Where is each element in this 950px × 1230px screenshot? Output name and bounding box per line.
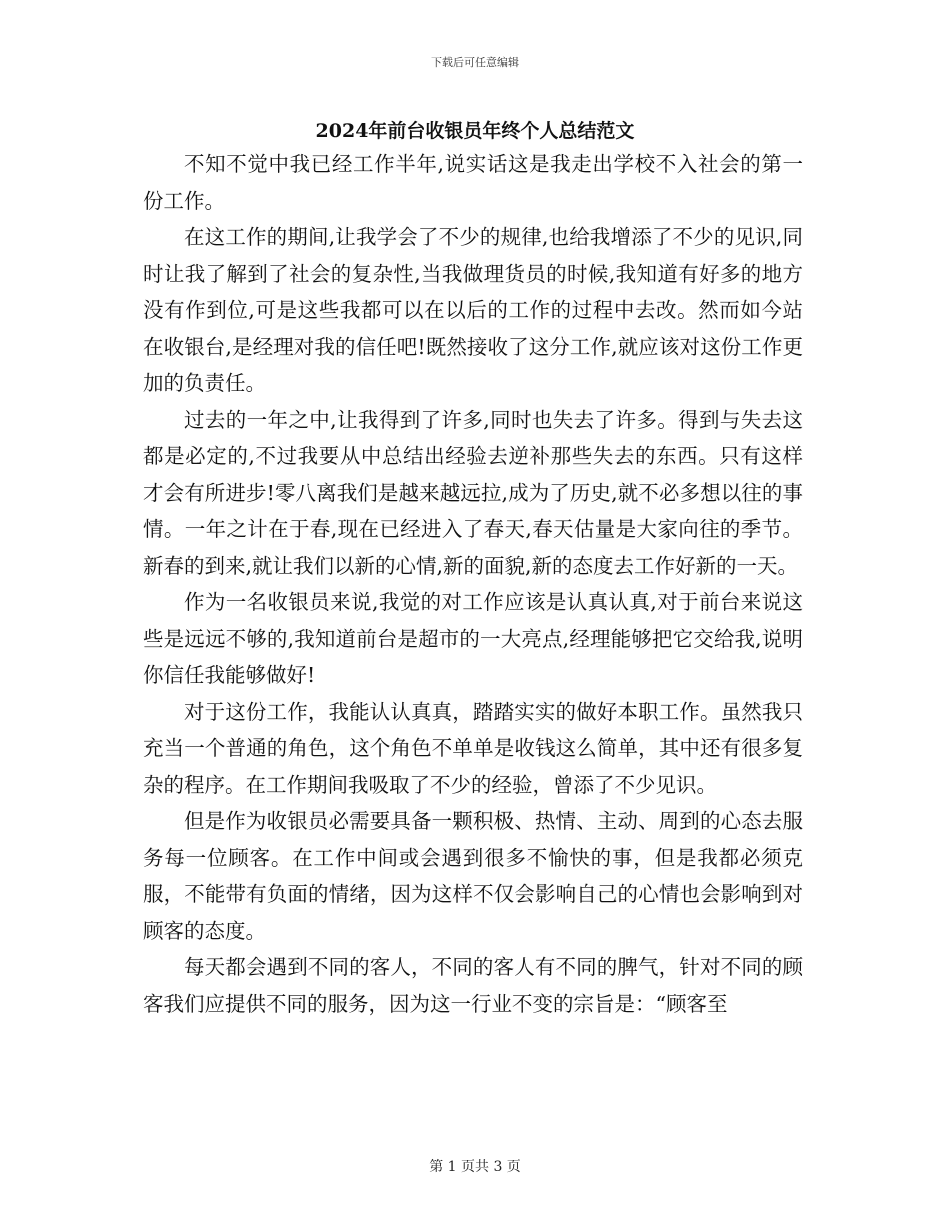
paragraph: 作为一名收银员来说,我觉的对工作应该是认真认真,对于前台来说这些是远远不够的,我知道前台是超市的一大亮点,经理能够把它交给我,说明你信任我能够做好! (143, 590, 803, 687)
paragraph: 不知不觉中我已经工作半年,说实话这是我走出学校不入社会的第一份工作。 (143, 152, 803, 213)
paragraph: 但是作为收银员必需要具备一颗积极、热情、主动、周到的心态去服务每一位顾客。在工作中间或会遇到很多不愉快的事，但是我都必须克服，不能带有负面的情绪，因为这样不仅会影响自己的心情也会影响到对顾客的态度。 (143, 809, 803, 943)
paragraph: 每天都会遇到不同的客人，不同的客人有不同的脾气，针对不同的顾客我们应提供不同的服务，因为这一行业不变的宗旨是：“顾客至 (143, 955, 803, 1016)
page-header-note: 下载后可任意编辑 (431, 56, 519, 69)
paragraph: 对于这份工作，我能认认真真，踏踏实实的做好本职工作。虽然我只充当一个普通的角色，这个角色不单单是收钱这么简单，其中还有很多复杂的程序。在工作期间我吸取了不少的经验，曾添了不少见识。 (143, 699, 803, 797)
document-body (143, 146, 803, 1022)
page-number-indicator: 第 1 页共 3 页 (429, 1159, 521, 1175)
paragraph: 在这工作的期间,让我学会了不少的规律,也给我增添了不少的见识,同时让我了解到了社会的复杂性,当我做理货员的时候,我知道有好多的地方没有作到位,可是这些我都可以在以后的工作的过程中去改。然而如今站在收银台,是经理对我的信任吧!既然接收了这分工作,就应该对这份工作更加的负责任。 (143, 225, 803, 395)
document-title: 2024年前台收银员年终个人总结范文 (315, 120, 635, 142)
paragraph: 过去的一年之中,让我得到了许多,同时也失去了许多。得到与失去这都是必定的,不过我要从中总结出经验去逆补那些失去的东西。只有这样才会有所进步!零八离我们是越来越远拉,成为了历史,就不必多想以往的事情。一年之计在于春,现在已经进入了春天,春天估量是大家向往的季节。新春的到来,就让我们以新的心情,新的面貌,新的态度去工作好新的一天。 (143, 407, 803, 578)
